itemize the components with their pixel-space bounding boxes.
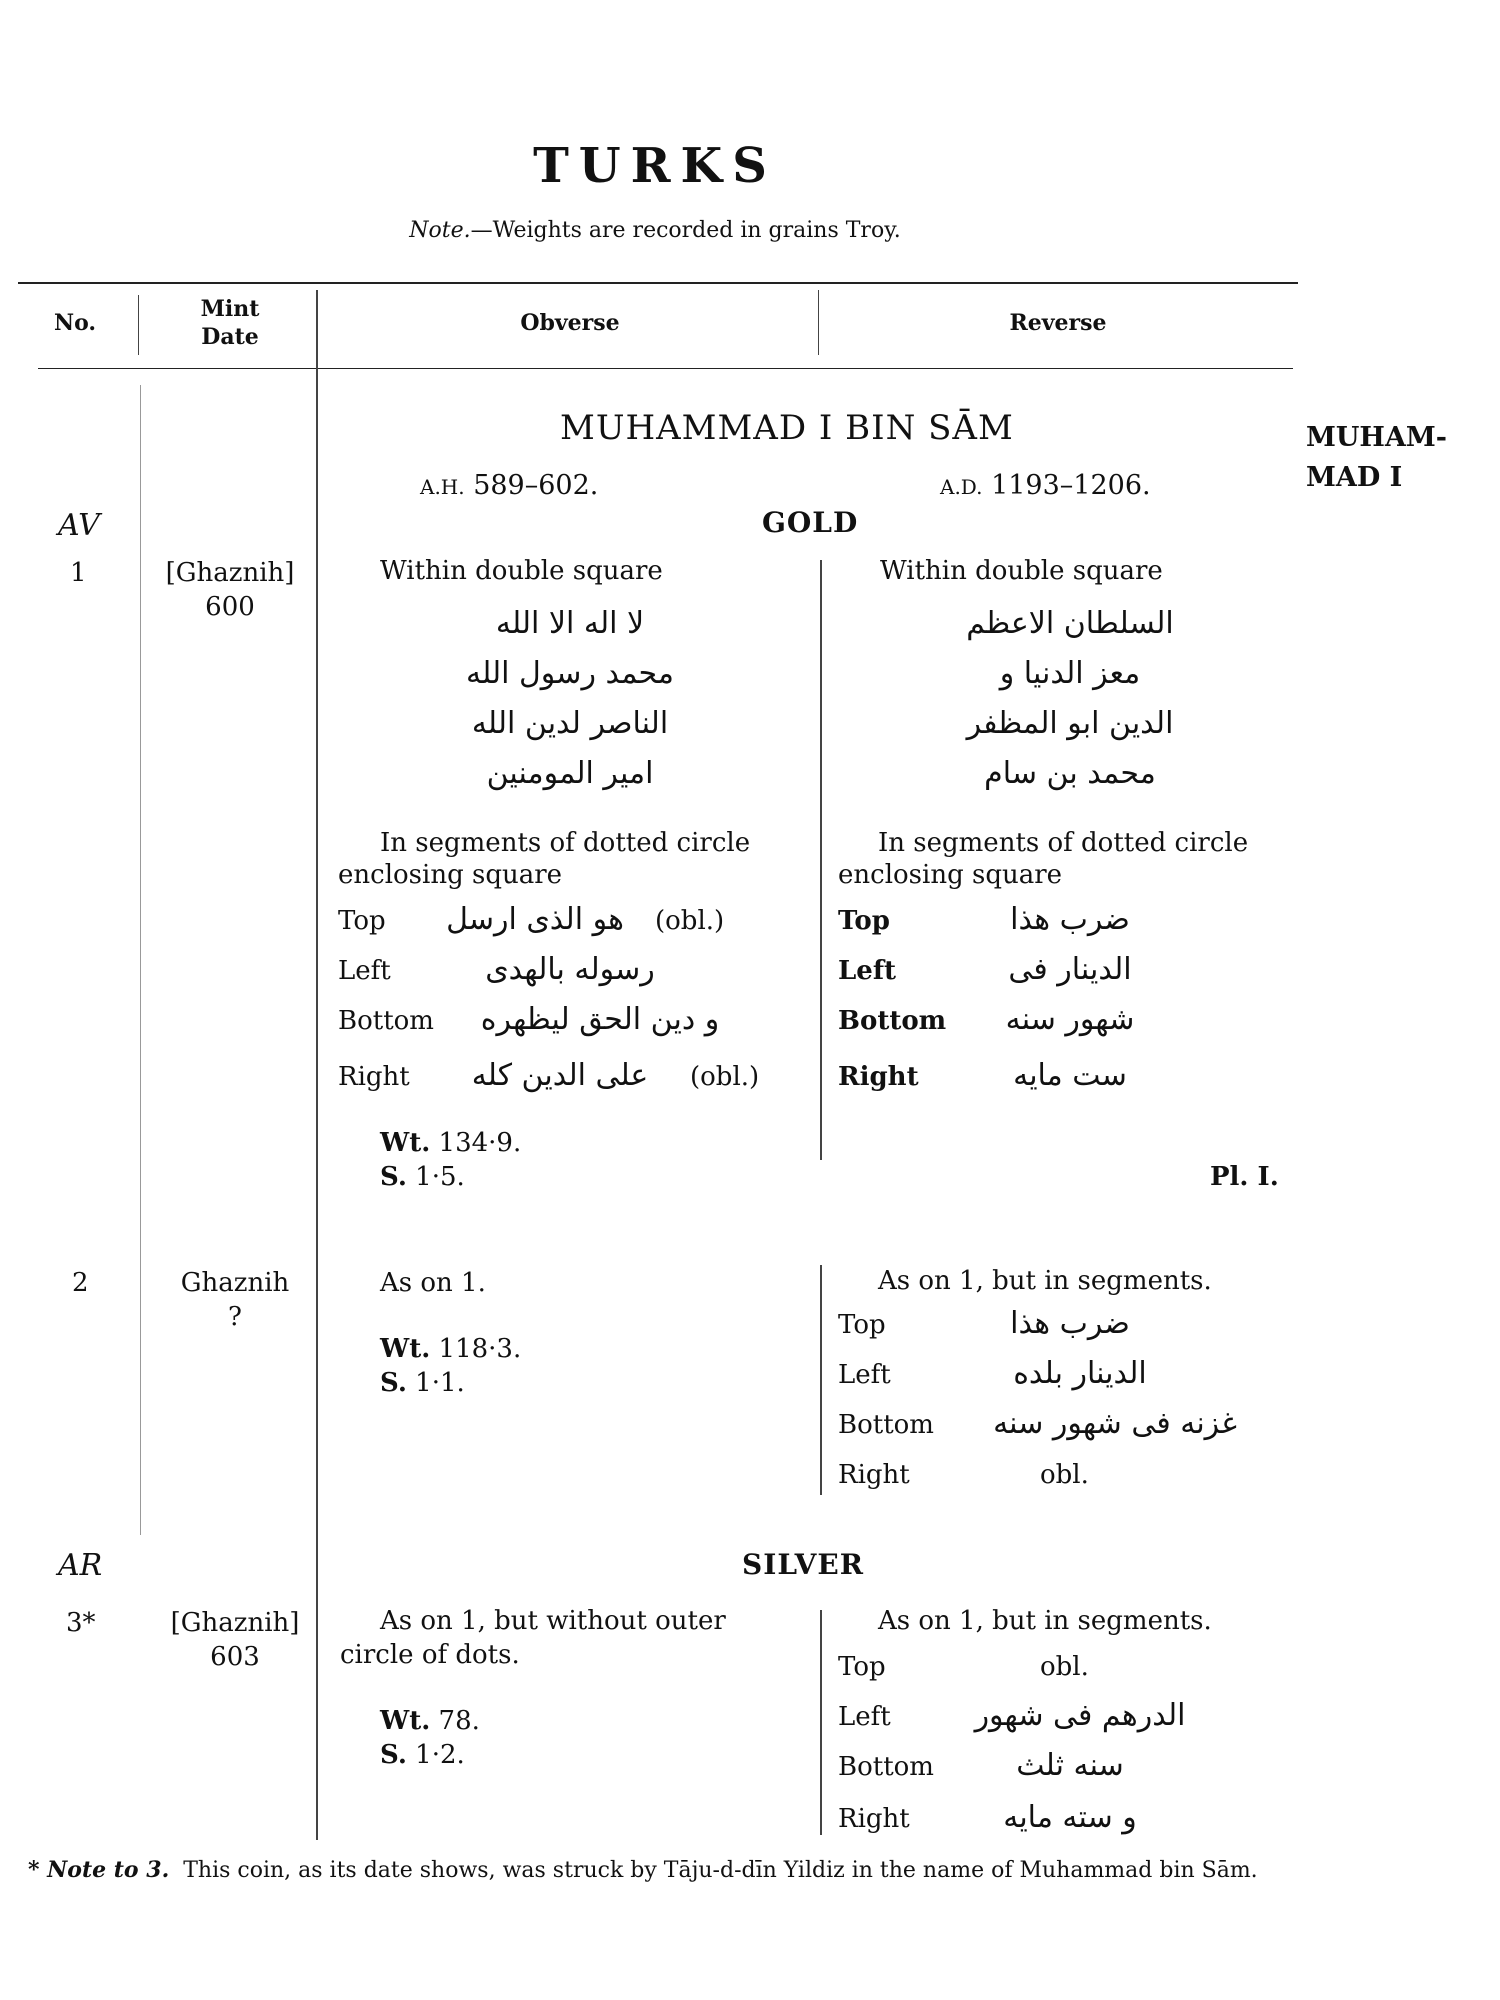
silver-symbol: AR	[58, 1548, 103, 1583]
coin-3-s-value: 1·2.	[415, 1740, 465, 1770]
coin-1-obv-margin-heading-2: enclosing square	[338, 860, 563, 890]
coin-1-size	[380, 1162, 465, 1192]
coin-3-rev-seg-right-arabic: و سته مايه	[1003, 1800, 1137, 1835]
header-top-rule	[18, 282, 1298, 284]
coin-2-rev-seg-top-arabic: ضرب هذا	[1010, 1306, 1130, 1341]
coin-2-s-label: S.	[380, 1368, 407, 1398]
silver-section-label: SILVER	[742, 1548, 865, 1581]
note-label: Note.	[409, 218, 471, 243]
coin-2-rev-seg-right-pos: Right	[838, 1460, 910, 1490]
coin-2-s-value: 1·1.	[415, 1368, 465, 1398]
header-bottom-rule	[38, 368, 1293, 369]
ah-label: A.H.	[420, 475, 465, 499]
coin-2-wt-label: Wt.	[380, 1334, 431, 1364]
coin-1-wt-label: Wt.	[380, 1128, 431, 1158]
ad-label: A.D.	[940, 475, 983, 499]
coin-2-weight	[380, 1334, 521, 1364]
coin-1-obv-seg-bottom-pos: Bottom	[338, 1006, 434, 1036]
header-obverse: Obverse	[520, 310, 620, 336]
margin-ruler-name	[1306, 418, 1447, 498]
margin-name-line-1: MUHAM-	[1306, 422, 1447, 453]
coin-1-rev-seg-bottom-arabic: شهور سنه	[1005, 1002, 1135, 1037]
coin-1-rev-heading: Within double square	[880, 556, 1163, 586]
coin-3-rev-seg-bottom-pos: Bottom	[838, 1752, 934, 1782]
coin-3-date: 603	[210, 1642, 260, 1672]
coin-1-obv-line-2: محمد رسول الله	[465, 656, 674, 691]
coin-1-obv-line-3: الناصر لدين الله	[471, 706, 669, 741]
coin-1-rev-margin-heading-2: enclosing square	[838, 860, 1063, 890]
coin-1-number: 1	[70, 558, 87, 588]
coin-1-obv-seg-top-pos: Top	[338, 906, 386, 936]
coin-3-rev-seg-top-text: obl.	[1040, 1652, 1089, 1682]
coin-1-obv-line-4: امير المومنين	[486, 756, 654, 791]
coin-1-rev-line-3: الدين ابو المظفر	[966, 706, 1174, 741]
coin-3-weight	[380, 1706, 480, 1736]
ad-dates	[940, 470, 1151, 501]
col-rule-obverse-header	[818, 290, 819, 355]
gold-section-label: GOLD	[762, 506, 859, 539]
coin-1-obv-line-1: لا اله الا الله	[495, 606, 645, 641]
coin-1-plate: Pl. I.	[1210, 1162, 1279, 1192]
ah-dates	[420, 470, 598, 501]
coin-2-rev-seg-right-text: obl.	[1040, 1460, 1089, 1490]
header-no: No.	[53, 310, 97, 336]
coin-1-rev-line-4: محمد بن سام	[984, 756, 1156, 791]
header-mint: Mint	[200, 296, 260, 322]
coin-1-rev-seg-left-arabic: الدينار فى	[1008, 952, 1132, 987]
ruler-name: MUHAMMAD I BIN SĀM	[560, 408, 1014, 448]
coin-1-rev-line-2: معز الدنيا و	[999, 656, 1141, 691]
coin-3-obverse-line-1: As on 1, but without outer	[380, 1606, 726, 1636]
coin-1-obv-seg-right-note: (obl.)	[690, 1062, 760, 1092]
col-rule-no	[138, 295, 139, 355]
coin-2-rev-seg-top-pos: Top	[838, 1310, 886, 1340]
footnote	[28, 1854, 1288, 1887]
coin-1-rev-seg-left-pos: Left	[838, 956, 897, 986]
gold-symbol: AV	[58, 508, 100, 543]
coin-1-obv-seg-top-arabic: هو الذى ارسل	[446, 902, 624, 937]
coin-1-rev-seg-bottom-pos: Bottom	[838, 1006, 947, 1036]
header-reverse: Reverse	[1009, 310, 1107, 336]
coin-1-s-value: 1·5.	[415, 1162, 465, 1192]
coin-1-rev-seg-top-pos: Top	[838, 906, 890, 936]
ad-value: 1193–1206.	[991, 470, 1151, 501]
coin-3-rev-seg-top-pos: Top	[838, 1652, 886, 1682]
coin-2-obverse: As on 1.	[380, 1268, 486, 1298]
coin-2-rev-seg-left-arabic: الدينار بلده	[1013, 1356, 1147, 1391]
coin-2-rev-seg-left-pos: Left	[838, 1360, 891, 1390]
weights-note	[0, 218, 1310, 243]
coin-1-wt-value: 134·9.	[438, 1128, 522, 1158]
coin-3-number: 3*	[66, 1608, 96, 1638]
coin-2-mint: Ghaznih	[180, 1268, 290, 1298]
col-rule-coin1	[820, 560, 822, 1160]
coin-3-rev-seg-left-pos: Left	[838, 1702, 891, 1732]
coin-3-rev-seg-right-pos: Right	[838, 1804, 910, 1834]
coin-1-rev-seg-top-arabic: ضرب هذا	[1010, 902, 1130, 937]
coin-3-wt-value: 78.	[438, 1706, 480, 1736]
coin-2-rev-seg-bottom-arabic: غزنه فى شهور سنه	[993, 1406, 1237, 1441]
coin-3-s-label: S.	[380, 1740, 407, 1770]
coin-3-size	[380, 1740, 465, 1770]
ah-value: 589–602.	[473, 470, 599, 501]
note-text: —Weights are recorded in grains Troy.	[470, 218, 901, 243]
coin-3-wt-label: Wt.	[380, 1706, 431, 1736]
coin-2-rev-seg-bottom-pos: Bottom	[838, 1410, 934, 1440]
coin-1-weight	[380, 1128, 521, 1158]
coin-1-obv-margin-heading-1: In segments of dotted circle	[380, 828, 751, 858]
coin-1-rev-margin-heading-1: In segments of dotted circle	[878, 828, 1249, 858]
coin-1-obv-heading: Within double square	[380, 556, 663, 586]
margin-name-line-2: MAD I	[1306, 462, 1403, 493]
col-rule-mint	[140, 385, 141, 1535]
col-rule-coin2	[820, 1265, 822, 1495]
footnote-label: * Note to 3.	[28, 1857, 170, 1883]
coin-1-obv-seg-bottom-arabic: و دين الحق ليظهره	[480, 1002, 720, 1037]
coin-1-obv-seg-right-pos: Right	[338, 1062, 410, 1092]
footnote-text: This coin, as its date shows, was struck by Tāju-d-dīn Yildiz in the name of Muhammad bin Sām.	[183, 1858, 1258, 1883]
coin-3-reverse: As on 1, but in segments.	[878, 1606, 1212, 1636]
coin-1-mint: [Ghaznih]	[165, 558, 295, 588]
coin-1-rev-seg-right-arabic: ست مايه	[1013, 1058, 1127, 1093]
coin-1-rev-line-1: السلطان الاعظم	[966, 606, 1174, 641]
coin-3-obverse-line-2: circle of dots.	[340, 1640, 520, 1670]
coin-3-rev-seg-bottom-arabic: سنه ثلث	[1016, 1748, 1124, 1783]
page-title: TURKS	[533, 138, 777, 194]
col-rule-coin3	[820, 1610, 822, 1835]
coin-1-s-label: S.	[380, 1162, 407, 1192]
coin-1-date: 600	[205, 592, 255, 622]
coin-1-obv-seg-right-arabic: على الدين كله	[471, 1058, 649, 1093]
coin-2-number: 2	[72, 1268, 89, 1298]
coin-1-rev-seg-right-pos: Right	[838, 1062, 919, 1092]
coin-3-mint: [Ghaznih]	[170, 1608, 300, 1638]
coin-2-reverse: As on 1, but in segments.	[878, 1266, 1212, 1296]
coin-2-wt-value: 118·3.	[438, 1334, 522, 1364]
coin-3-rev-seg-left-arabic: الدرهم فى شهور	[974, 1698, 1186, 1733]
header-date: Date	[201, 324, 259, 350]
coin-1-obv-seg-left-arabic: رسوله بالهدى	[485, 952, 655, 987]
coin-1-obv-seg-left-pos: Left	[338, 956, 391, 986]
coin-2-size	[380, 1368, 465, 1398]
coin-2-date: ?	[228, 1302, 242, 1332]
coin-1-obv-seg-top-note: (obl.)	[655, 906, 725, 936]
